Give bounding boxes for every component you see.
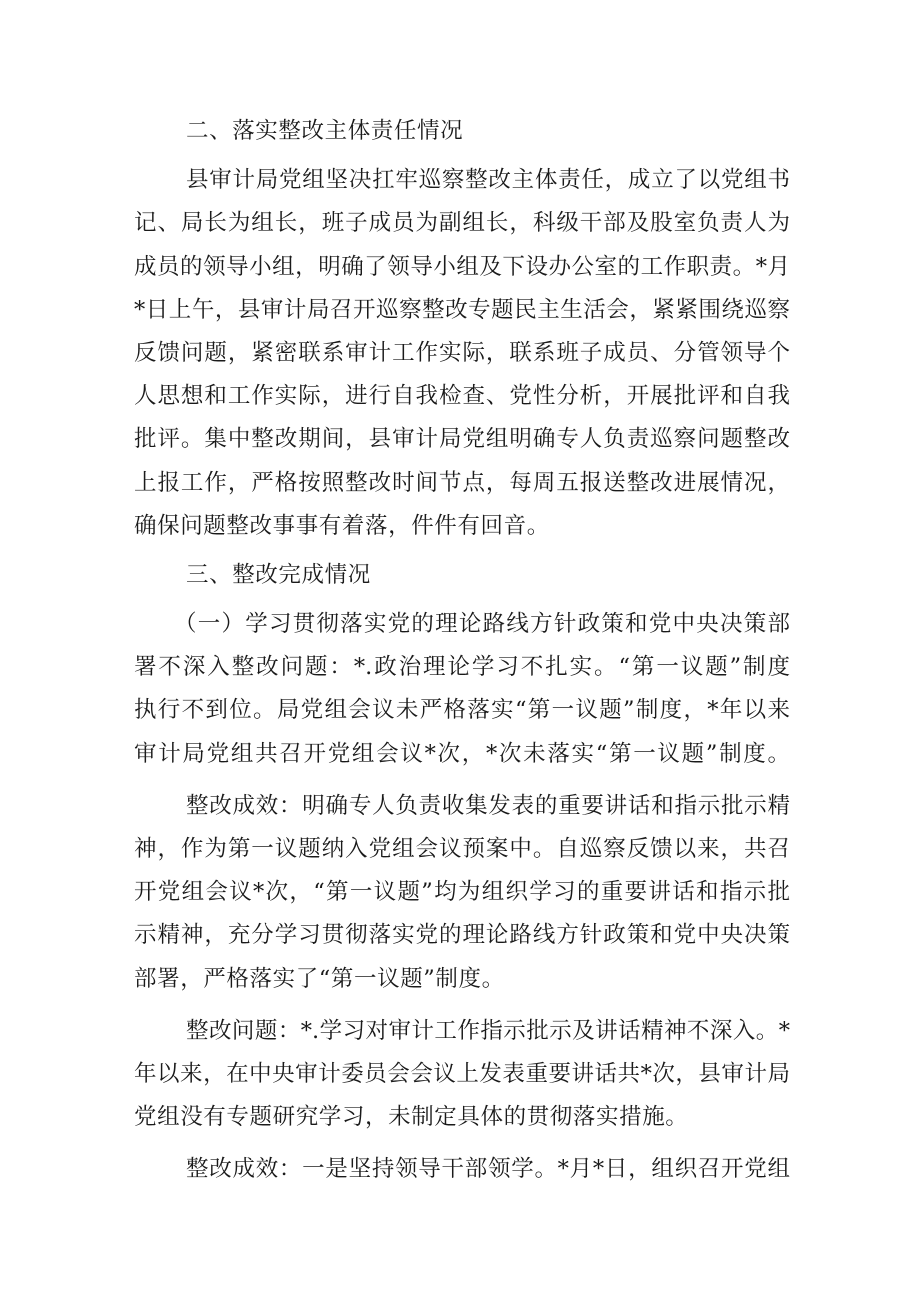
paragraph-line: 审计局党组共召开党组会议*次，*次未落实“第一议题”制度。 <box>134 740 790 767</box>
section-heading-2: 二、落实整改主体责任情况 <box>186 118 464 144</box>
paragraph-result-1 <box>134 785 790 1001</box>
paragraph-line: 年以来，在中央审计委员会会议上发表重要讲话共*次，县审计局 <box>134 1060 790 1087</box>
paragraph-responsibility <box>134 159 790 548</box>
paragraph-line: （一）学习贯彻落实党的理论路线方针政策和党中央决策部 <box>174 611 790 638</box>
paragraph-line: 县审计局党组坚决扛牢巡察整改主体责任，成立了以党组书 <box>186 167 790 194</box>
paragraph-line: 党组没有专题研究学习，未制定具体的贯彻落实措施。 <box>134 1104 689 1131</box>
section-heading-3: 三、整改完成情况 <box>186 561 371 588</box>
paragraph-line: 成员的领导小组，明确了领导小组及下设办公室的工作职责。*月 <box>134 253 790 280</box>
paragraph-line: 整改成效：一是坚持领导干部领学。*月*日，组织召开党组 <box>186 1156 790 1183</box>
paragraph-line: 开党组会议*次，“第一议题”均为组织学习的重要讲话和指示批 <box>134 879 790 906</box>
paragraph-result-2 <box>134 1148 790 1191</box>
paragraph-line: 部署，严格落实了“第一议题”制度。 <box>134 965 505 992</box>
paragraph-line: 神，作为第一议题纳入党组会议预案中。自巡察反馈以来，共召 <box>134 836 790 862</box>
paragraph-line: 反馈问题，紧密联系审计工作实际，联系班子成员、分管领导个 <box>134 339 790 366</box>
paragraph-line: 整改成效：明确专人负责收集发表的重要讲话和指示批示精 <box>186 792 790 819</box>
paragraph-study-issue <box>134 603 790 776</box>
paragraph-line: 确保问题整改事事有着落，件件有回音。 <box>134 512 550 539</box>
paragraph-line: *日上午，县审计局召开巡察整改专题民主生活会，紧紧围绕巡察 <box>134 296 790 323</box>
paragraph-line: 示精神，充分学习贯彻落实党的理论路线方针政策和党中央决策 <box>134 922 790 949</box>
paragraph-line: 执行不到位。局党组会议未严格落实“第一议题”制度，*年以来 <box>134 697 790 724</box>
paragraph-line: 人思想和工作实际，进行自我检查、党性分析，开展批评和自我 <box>134 383 790 410</box>
paragraph-line: 上报工作，严格按照整改时间节点，每周五报送整改进展情况， <box>134 469 790 496</box>
paragraph-line: 批评。集中整改期间，县审计局党组明确专人负责巡察问题整改 <box>134 426 790 453</box>
document-body <box>134 110 790 1192</box>
paragraph-line: 署不深入整改问题：*.政治理论学习不扎实。“第一议题”制度 <box>134 654 790 681</box>
paragraph-issue-2 <box>134 1010 790 1140</box>
paragraph-line: 记、局长为组长，班子成员为副组长，科级干部及股室负责人为 <box>134 210 790 237</box>
paragraph-line: 整改问题：*.学习对审计工作指示批示及讲话精神不深入。* <box>186 1017 790 1044</box>
